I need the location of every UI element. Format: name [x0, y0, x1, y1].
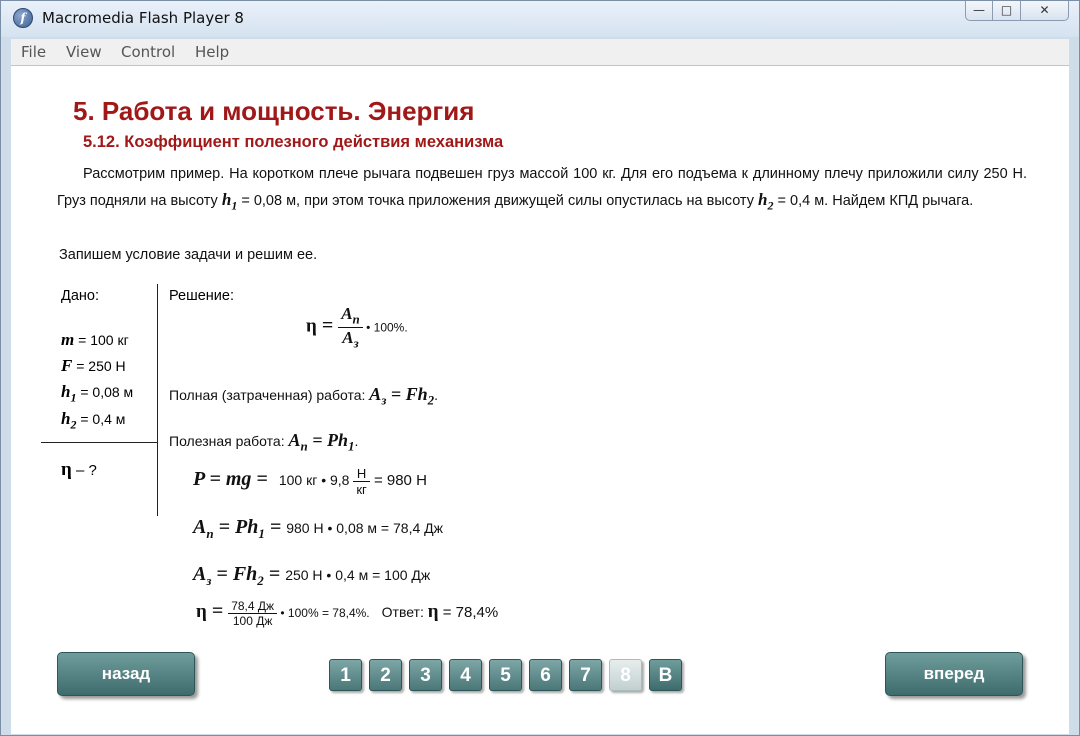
final-result: • 100% = 78,4%.	[277, 606, 370, 621]
problem-text-part2: = 0,08 м, при этом точка приложения движущей силы опустилась на высоту	[237, 193, 759, 209]
solution-title: Решение:	[169, 288, 234, 304]
symbol-h2-sub: 2	[767, 198, 774, 213]
full-work-label: Полная (затраченная) работа:	[169, 387, 370, 403]
flash-player-icon: f	[13, 8, 33, 28]
maximize-button[interactable]: □	[993, 1, 1021, 21]
final-calculation	[196, 599, 498, 628]
back-button[interactable]: назад	[57, 652, 195, 696]
close-button[interactable]: ✕	[1021, 1, 1069, 21]
given-divider	[41, 442, 157, 443]
formula-rest: = Ph	[213, 516, 259, 538]
formula-sub2: 1	[348, 438, 355, 454]
useful-work-line	[169, 430, 358, 455]
problem-text-part3: = 0,4 м. Найдем КПД рычага.	[773, 193, 974, 209]
symbol-h2-letter: h	[758, 190, 768, 209]
efficiency-formula	[306, 304, 408, 352]
useful-work-formula	[288, 430, 355, 454]
given-item-value: = 0,4 м	[76, 411, 126, 427]
symbol-h1	[221, 190, 238, 213]
formula-sub: з	[381, 392, 387, 408]
full-work-line	[169, 384, 438, 409]
useful-work-calculation	[193, 516, 443, 542]
solution-divider	[157, 284, 158, 516]
minimize-button[interactable]: —	[965, 1, 993, 21]
given-item-symbol	[61, 382, 77, 405]
formula-sub: п	[206, 526, 214, 541]
formula-sub2: 1	[258, 526, 265, 541]
menu-view[interactable]: View	[66, 43, 102, 61]
given-item-symbol	[61, 409, 77, 432]
formula-sub2: 2	[427, 392, 435, 408]
given-item-sub: 2	[70, 417, 77, 432]
formula-sub2: 2	[257, 573, 264, 588]
formula-letter: A	[288, 430, 301, 450]
given-item-sub: 1	[70, 390, 77, 405]
work-ratio-fraction	[338, 304, 363, 352]
page-button-2[interactable]: 2	[369, 659, 402, 691]
weight-calc: 100 кг • 9,8	[278, 472, 354, 489]
section-title: 5.12. Коэффициент полезного действия механизма	[83, 133, 504, 151]
answer-eta: η	[427, 601, 439, 623]
instruction-text: Запишем условие задачи и решим ее.	[59, 247, 318, 263]
given-item-value: = 0,08 м	[76, 384, 134, 400]
given-item-symbol: m	[61, 330, 75, 349]
symbol-h2	[758, 190, 774, 213]
title-bar	[1, 1, 1079, 37]
weight-formula: P = mg =	[193, 468, 273, 491]
fraction-denominator	[338, 328, 363, 351]
given-item-letter: h	[61, 409, 71, 428]
given-title: Дано:	[61, 288, 99, 304]
given-item-value: = 250 Н	[72, 358, 126, 374]
window-controls	[965, 1, 1069, 21]
page-button-8[interactable]: 8	[609, 659, 642, 691]
answer-label: Ответ:	[381, 604, 428, 621]
find-symbol: η	[61, 459, 72, 480]
full-work-calc-formula	[193, 563, 286, 588]
given-item-letter: h	[61, 382, 71, 401]
formula-rest: = Ph	[307, 430, 349, 450]
formula-rest: = Fh	[386, 384, 428, 404]
page-button-4[interactable]: 4	[449, 659, 482, 691]
symbol-h1-letter: h	[221, 190, 232, 209]
problem-text	[57, 161, 1027, 215]
find-quantity	[61, 459, 97, 481]
unit-numerator: Н	[353, 466, 369, 482]
formula-letter: A	[193, 516, 207, 538]
useful-work-calc-formula	[193, 516, 287, 541]
eta-symbol: η	[196, 601, 207, 623]
formula-dot: .	[354, 433, 359, 449]
flash-content	[11, 66, 1069, 734]
answer-value: = 78,4%	[438, 604, 499, 622]
equals-sign: =	[316, 314, 339, 337]
formula-letter: A	[193, 563, 207, 585]
denominator-sub: з	[353, 335, 359, 351]
unit-denominator: кг	[356, 482, 367, 497]
page-navigation	[329, 659, 682, 691]
useful-work-label: Полезная работа:	[169, 433, 289, 449]
given-item-value: = 100 кг	[74, 332, 129, 348]
problem-text-part1: Рассмотрим пример. На коротком плече рычага подвешен груз массой 100 кг. Для его подъема к длинному плечу приложили силу 250 Н. Груз подняли на высоту	[57, 166, 1027, 209]
page-button-1[interactable]: 1	[329, 659, 362, 691]
numerator-sub: п	[352, 311, 360, 327]
find-text: – ?	[71, 462, 97, 479]
equals-sign: =	[264, 516, 287, 538]
weight-result: = 980 Н	[369, 472, 427, 490]
formula-sub: з	[206, 573, 212, 588]
page-button-5[interactable]: 5	[489, 659, 522, 691]
given-item-mass	[61, 330, 129, 350]
given-item-symbol: F	[61, 356, 73, 375]
final-fraction	[228, 599, 277, 628]
menu-help[interactable]: Help	[195, 43, 230, 61]
final-denominator: 100 Дж	[232, 614, 273, 628]
final-numerator: 78,4 Дж	[228, 599, 277, 614]
denominator-letter: A	[342, 328, 354, 348]
weight-calculation	[193, 466, 427, 497]
equals-sign: =	[206, 600, 229, 623]
formula-dot: .	[434, 387, 439, 403]
formula-sub: п	[300, 438, 308, 454]
full-work-calc: 250 Н • 0,4 м = 100 Дж	[285, 567, 431, 583]
page-title: 5. Работа и мощность. Энергия	[73, 96, 475, 126]
forward-button[interactable]: вперед	[885, 652, 1023, 696]
given-item-h2	[61, 409, 125, 432]
given-item-force	[61, 356, 126, 376]
menu-control[interactable]: Control	[121, 43, 176, 61]
page-button-7[interactable]: 7	[569, 659, 602, 691]
formula-rest: = Fh	[211, 563, 258, 585]
page-button-3[interactable]: 3	[409, 659, 442, 691]
menu-file[interactable]: File	[21, 43, 47, 61]
given-item-h1	[61, 382, 133, 405]
numerator-letter: A	[341, 304, 353, 323]
eta-symbol: η	[306, 315, 317, 337]
useful-work-calc: 980 Н • 0,08 м = 78,4 Дж	[286, 520, 443, 536]
unit-fraction	[353, 466, 369, 497]
equals-sign: =	[263, 563, 286, 585]
full-work-calculation	[193, 563, 430, 589]
full-work-formula	[369, 384, 435, 408]
window-title: Macromedia Flash Player 8	[42, 9, 244, 27]
fraction-numerator	[338, 304, 363, 328]
formula-letter: A	[369, 384, 382, 404]
symbol-h1-sub: 1	[231, 198, 238, 213]
page-button-v[interactable]: В	[649, 659, 682, 691]
menu-bar	[11, 39, 1069, 66]
percent-factor: • 100%.	[362, 320, 408, 335]
page-button-6[interactable]: 6	[529, 659, 562, 691]
